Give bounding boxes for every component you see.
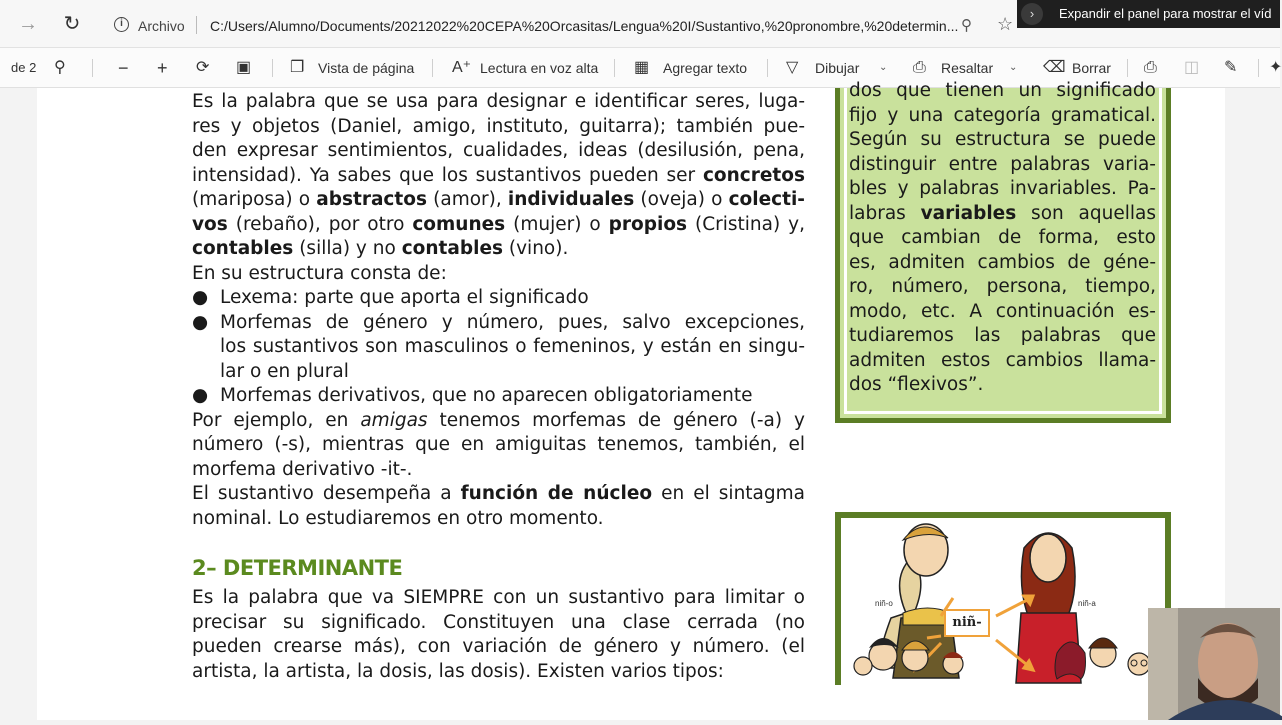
add-text-button[interactable]: Agregar texto (663, 60, 748, 76)
archivo-label: Archivo (138, 18, 185, 34)
text-line: res y objetos (Daniel, amigo, instituto, guitarra); también pue- (192, 115, 805, 137)
toolbar-divider (767, 59, 768, 77)
erase-button[interactable]: Borrar (1072, 60, 1111, 76)
favorite-star-icon[interactable]: ☆ (997, 14, 1014, 34)
toolbar-divider (614, 59, 615, 77)
expand-panel-text: Expandir el panel para mostrar el víd (1059, 6, 1272, 21)
text-line: contables (silla) y no contables (vino). (192, 238, 569, 259)
text-line: den expresar sentimientos, cualidades, ideas (desilusión, pena, (192, 140, 805, 161)
text-line: nominal. Lo estudiaremos en otro momento. (192, 507, 604, 529)
back-arrow-icon[interactable]: → (18, 13, 38, 35)
read-aloud-icon[interactable]: A⁺ (452, 59, 472, 76)
kids-group-right (1055, 638, 1150, 679)
zoom-in-icon[interactable]: + (157, 58, 168, 78)
text-line: Es la palabra que va SIEMPRE con un sustantivo para limitar o (192, 587, 805, 608)
highlight-icon[interactable]: ⎙ (913, 59, 926, 76)
text-line: pueden crearse más), con variación de género y número. (el (192, 636, 805, 657)
reload-icon[interactable]: ↻ (63, 13, 81, 35)
read-aloud-button[interactable]: Lectura en voz alta (480, 60, 599, 76)
list-item: ● Lexema: parte que aporta el significado (192, 287, 589, 308)
text-line: Por ejemplo, en amigas tenemos morfemas de género (-a) y (192, 409, 805, 431)
toolbar-divider (272, 59, 273, 77)
text-line: Es la palabra que se usa para designar e identificar seres, luga- (192, 91, 805, 112)
presenter-video (1148, 608, 1280, 720)
pin-icon[interactable]: ✦ (1269, 59, 1282, 76)
page-view-icon[interactable]: ❐ (290, 59, 305, 76)
info-box-text: dos que tienen un significado fijo y una categoría gramatical. Según su estructura se puede distinguir entre palabras varia- bles y palabras invariables. Pa- labras variables son aquellas que cambian de forma, esto es, admiten cambios de géne- ro, número, persona, tiempo, modo, etc. A continuación es- tudiaremos las palabras que admiten estos cambios llama- dos “flexivos”. (849, 80, 1156, 395)
toolbar-divider (432, 59, 433, 77)
url-field[interactable]: C:/Users/Alumno/Documents/20212022%20CEPA%20Orcasitas/Lengua%20I/Sustantivo,%20pronombre,%20determin... (210, 18, 959, 34)
eraser-icon[interactable]: ⌫ (1043, 59, 1066, 76)
zoom-icon[interactable]: ⚲ (961, 17, 972, 34)
determinante-paragraph (192, 586, 805, 684)
page-view-button[interactable]: Vista de página (318, 60, 415, 76)
highlight-button[interactable]: Resaltar (941, 60, 994, 76)
address-divider (196, 16, 197, 34)
text-line: intensidad). Ya sabes que los sustantivos pueden ser concretos (192, 164, 805, 186)
text-line: morfema derivativo -it-. (192, 458, 413, 480)
chevron-down-icon[interactable]: ⌄ (1009, 62, 1018, 73)
page-indicator: de 2 (11, 60, 37, 75)
toolbar-divider (1127, 59, 1128, 77)
text-line: precisar su significado. Constituyen una clase cerrada (no (192, 611, 805, 633)
search-icon[interactable]: ⚲ (54, 59, 66, 76)
chevron-right-icon[interactable]: › (1021, 3, 1043, 25)
text-line: vos (rebaño), por otro comunes (mujer) o propios (Cristina) y, (192, 213, 805, 235)
text-line: artista, la artista, la dosis, las dosis). Existen varios tipos: (192, 660, 724, 682)
label-feminine: niñ-a (1078, 599, 1096, 608)
zoom-out-icon[interactable]: − (118, 58, 129, 78)
lexeme-box: niñ- (944, 609, 990, 637)
text-line: El sustantivo desempeña a función de núcleo en el sintagma (192, 483, 805, 504)
save-as-icon[interactable]: ✎ (1224, 59, 1238, 76)
toolbar-divider (92, 59, 93, 77)
add-text-icon[interactable]: ▦ (634, 59, 650, 76)
chevron-down-icon[interactable]: ⌄ (879, 62, 888, 73)
fit-page-icon[interactable]: ▣ (236, 59, 252, 76)
section-heading: 2– DETERMINANTE (192, 556, 403, 580)
rotate-icon[interactable]: ⟳ (196, 59, 210, 76)
text-line: número (-s), mientras que en amiguitas tenemos, también, el (192, 434, 805, 455)
save-icon[interactable]: ◫ (1184, 59, 1200, 76)
webcam-overlay (1148, 608, 1280, 720)
expand-panel-tooltip (1017, 0, 1280, 28)
toolbar-divider (1258, 59, 1259, 77)
print-icon[interactable]: ⎙ (1144, 59, 1157, 76)
draw-icon[interactable]: ▽ (786, 59, 799, 76)
list-item: ● Morfemas derivativos, que no aparecen obligatoriamente (192, 385, 753, 406)
sustantivo-paragraph (192, 90, 805, 286)
example-paragraph (192, 409, 805, 532)
text-line: (mariposa) o abstractos (amor), individuales (oveja) o colecti- (192, 189, 805, 210)
structure-intro: En su estructura consta de: (192, 262, 447, 284)
draw-button[interactable]: Dibujar (815, 60, 860, 76)
info-icon[interactable]: i (114, 17, 129, 32)
label-masculine: niñ-o (875, 599, 893, 608)
list-item: ● Morfemas de género y número, pues, salvo excepciones, los sustantivos son masculinos o femeninos, y están en singu- lar o en plural (192, 311, 805, 382)
